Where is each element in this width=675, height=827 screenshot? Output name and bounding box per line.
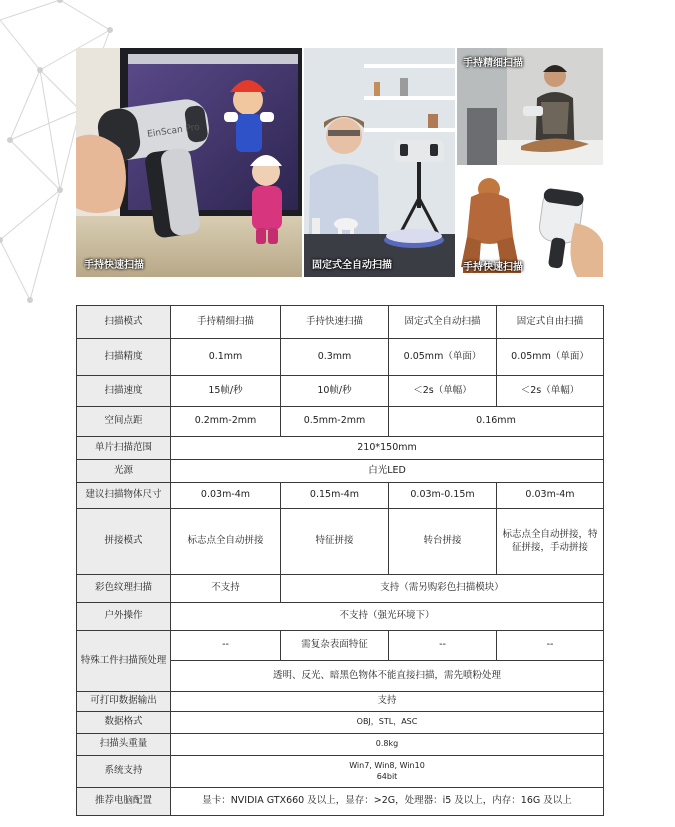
- cell-value: OBJ，STL，ASC: [171, 712, 604, 734]
- col-header-fixed-free: 固定式自由扫描: [497, 306, 604, 339]
- row-label-format: 数据格式: [77, 712, 171, 734]
- cell-value: --: [171, 631, 281, 661]
- col-header-fixed-auto: 固定式全自动扫描: [389, 306, 497, 339]
- table-row-spacing: [77, 407, 604, 437]
- cell-value: 0.3mm: [281, 339, 389, 376]
- row-label-pc: 推荐电脑配置: [77, 788, 171, 816]
- row-label-stitch: 拼接模式: [77, 509, 171, 575]
- col-header-handheld-fast: 手持快速扫描: [281, 306, 389, 339]
- photo-handheld-fine-scan: [457, 48, 603, 165]
- photo-caption-handheld-fine: 手持精细扫描: [463, 58, 523, 69]
- table-row-speed: [77, 376, 604, 407]
- scanner-brand-text: EinScan Pro: [146, 122, 201, 140]
- cell-value: ＜2s（单幅）: [389, 376, 497, 407]
- cell-value: 0.16mm: [389, 407, 604, 437]
- row-label-special: 特殊工件扫描预处理: [77, 631, 171, 692]
- table-row-format: [77, 712, 604, 734]
- cell-value: --: [497, 631, 604, 661]
- row-label-size: 建议扫描物体尺寸: [77, 483, 171, 509]
- os-bits: 64bit: [376, 771, 398, 781]
- cell-value: 0.03m-0.15m: [389, 483, 497, 509]
- cell-value: 210*150mm: [171, 437, 604, 460]
- table-row-stitch: [77, 509, 604, 575]
- table-row-size: [77, 483, 604, 509]
- cell-value: 显卡：NVIDIA GTX660 及以上，显存：>2G，处理器：i5 及以上，内存：16G 及以上: [171, 788, 604, 816]
- table-row-outdoor: [77, 603, 604, 631]
- table-row-os: [77, 756, 604, 788]
- cell-value: ＜2s（单幅）: [497, 376, 604, 407]
- photo-caption-handheld-fast: 手持快速扫描: [84, 260, 144, 271]
- row-label-weight: 扫描头重量: [77, 734, 171, 756]
- row-label-speed: 扫描速度: [77, 376, 171, 407]
- cell-value: 支持: [171, 692, 604, 712]
- cell-value: 0.15m-4m: [281, 483, 389, 509]
- row-label-precision: 扫描精度: [77, 339, 171, 376]
- row-label-light: 光源: [77, 460, 171, 483]
- row-label-range: 单片扫描范围: [77, 437, 171, 460]
- cell-value: --: [389, 631, 497, 661]
- table-row-light: [77, 460, 604, 483]
- row-label-color: 彩色纹理扫描: [77, 575, 171, 603]
- table-row-special: [77, 631, 604, 661]
- cell-value: 0.8kg: [171, 734, 604, 756]
- photo-fixed-auto-scan: [304, 48, 455, 277]
- photo-caption-fixed-auto: 固定式全自动扫描: [312, 260, 392, 271]
- cell-value: 需复杂表面特征: [281, 631, 389, 661]
- cell-value: 0.2mm-2mm: [171, 407, 281, 437]
- cell-value: 0.5mm-2mm: [281, 407, 389, 437]
- table-row-precision: [77, 339, 604, 376]
- row-label-scan-mode: 扫描模式: [77, 306, 171, 339]
- cell-value-os: [171, 756, 604, 788]
- row-label-spacing: 空间点距: [77, 407, 171, 437]
- cell-value: 不支持: [171, 575, 281, 603]
- cell-value: 特征拼接: [281, 509, 389, 575]
- cell-value: 15帧/秒: [171, 376, 281, 407]
- table-row-range: [77, 437, 604, 460]
- cell-value: 0.03m-4m: [497, 483, 604, 509]
- photo-handheld-fast-scan-carving: [457, 167, 603, 277]
- os-versions: Win7, Win8, Win10: [349, 760, 425, 770]
- cell-value: 0.05mm（单面）: [389, 339, 497, 376]
- cell-value: 0.1mm: [171, 339, 281, 376]
- cell-value: 不支持（强光环境下）: [171, 603, 604, 631]
- table-row-header: [77, 306, 604, 339]
- spec-table: [76, 305, 604, 816]
- table-row-weight: [77, 734, 604, 756]
- cell-value: 支持（需另购彩色扫描模块）: [281, 575, 604, 603]
- cell-value: 白光LED: [171, 460, 604, 483]
- photo-handheld-fast-scan: [76, 48, 302, 277]
- cell-value: 10帧/秒: [281, 376, 389, 407]
- cell-value: 透明、反光、暗黑色物体不能直接扫描，需先喷粉处理: [171, 661, 604, 692]
- row-label-os: 系统支持: [77, 756, 171, 788]
- table-row-print: [77, 692, 604, 712]
- row-label-print: 可打印数据输出: [77, 692, 171, 712]
- col-header-handheld-fine: 手持精细扫描: [171, 306, 281, 339]
- scene-fixed-scanner-man: [304, 48, 455, 277]
- table-row-color: [77, 575, 604, 603]
- cell-value: 0.05mm（单面）: [497, 339, 604, 376]
- scene-handheld-scanner-figurines: [76, 48, 302, 277]
- cell-value: 转台拼接: [389, 509, 497, 575]
- cell-value: 标志点全自动拼接: [171, 509, 281, 575]
- photo-caption-handheld-fast-2: 手持快速扫描: [463, 262, 523, 273]
- table-row-pc: [77, 788, 604, 816]
- cell-value: 0.03m-4m: [171, 483, 281, 509]
- cell-value: 标志点全自动拼接，特征拼接，手动拼接: [497, 509, 604, 575]
- row-label-outdoor: 户外操作: [77, 603, 171, 631]
